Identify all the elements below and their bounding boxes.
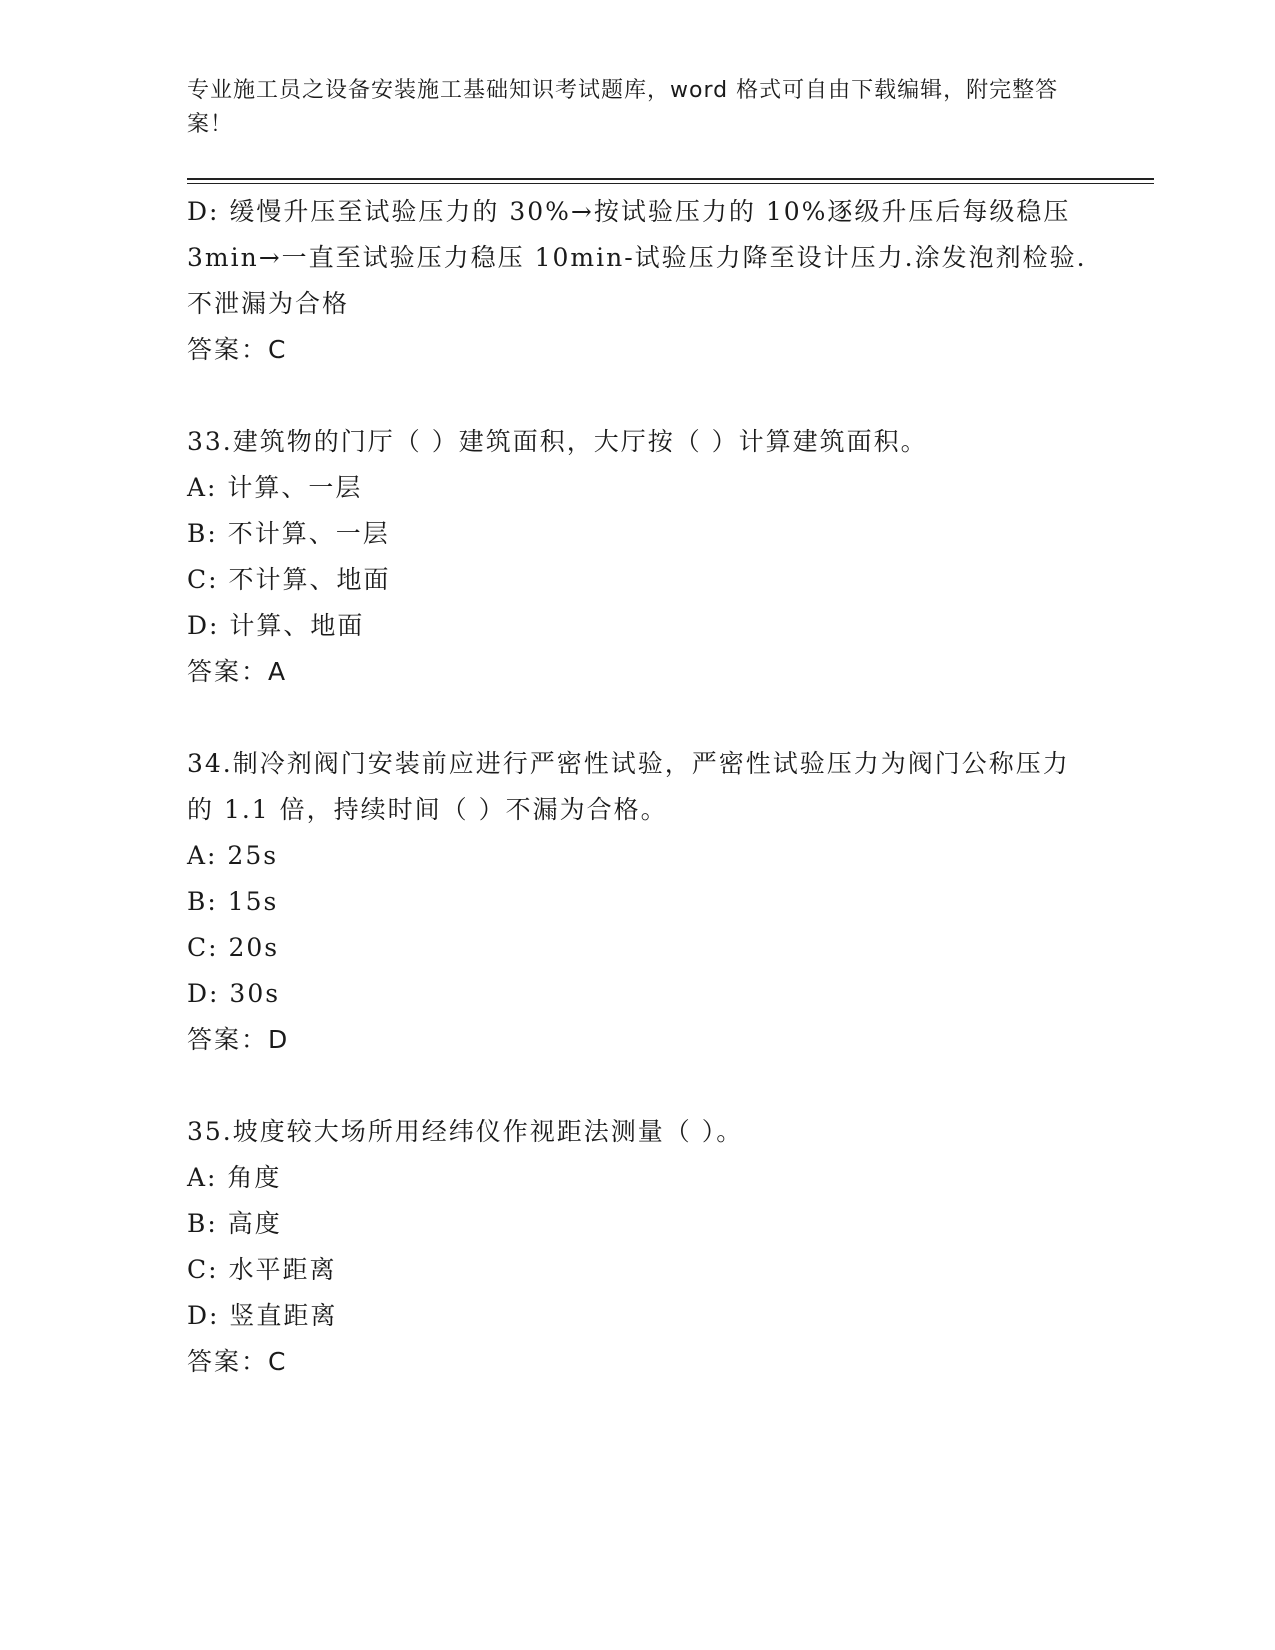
header-divider-thick — [187, 178, 1154, 180]
question-content — [187, 189, 1087, 1385]
option-d: D: 30s — [187, 979, 281, 1008]
option-c: C: 20s — [187, 933, 280, 962]
answer-line: 答案：A — [187, 657, 288, 686]
question-35 — [187, 1109, 1087, 1385]
option-b: B: 高度 — [187, 1209, 282, 1238]
document-header — [187, 74, 1067, 142]
option-d: D: 缓慢升压至试验压力的 30%→按试验压力的 10%逐级升压后每级稳压 3min→一直至试验压力稳压 10min-试验压力降至设计压力.涂发泡剂检验.不泄漏为合格 — [187, 197, 1087, 318]
option-a: A: 25s — [187, 841, 279, 870]
question-32-continued — [187, 189, 1087, 373]
question-stem: 33.建筑物的门厅（ ）建筑面积，大厅按（ ）计算建筑面积。 — [187, 427, 928, 456]
option-a: A: 计算、一层 — [187, 473, 363, 502]
answer-line: 答案：C — [187, 335, 288, 364]
option-a: A: 角度 — [187, 1163, 282, 1192]
spacer — [187, 695, 1087, 741]
answer-line: 答案：C — [187, 1347, 288, 1376]
question-stem: 34.制冷剂阀门安装前应进行严密性试验，严密性试验压力为阀门公称压力的 1.1 倍，持续时间（ ）不漏为合格。 — [187, 749, 1070, 824]
option-d: D: 竖直距离 — [187, 1301, 338, 1330]
spacer — [187, 1063, 1087, 1109]
header-title: 专业施工员之设备安装施工基础知识考试题库，word 格式可自由下载编辑，附完整答案！ — [187, 78, 1059, 137]
question-34 — [187, 741, 1087, 1063]
option-c: C: 不计算、地面 — [187, 565, 391, 594]
question-stem: 35.坡度较大场所用经纬仪作视距法测量（ ）。 — [187, 1117, 744, 1146]
option-b: B: 不计算、一层 — [187, 519, 390, 548]
header-divider-thin — [187, 183, 1154, 184]
answer-line: 答案：D — [187, 1025, 290, 1054]
question-33 — [187, 419, 1087, 695]
option-b: B: 15s — [187, 887, 279, 916]
option-c: C: 水平距离 — [187, 1255, 337, 1284]
option-d: D: 计算、地面 — [187, 611, 365, 640]
spacer — [187, 373, 1087, 419]
